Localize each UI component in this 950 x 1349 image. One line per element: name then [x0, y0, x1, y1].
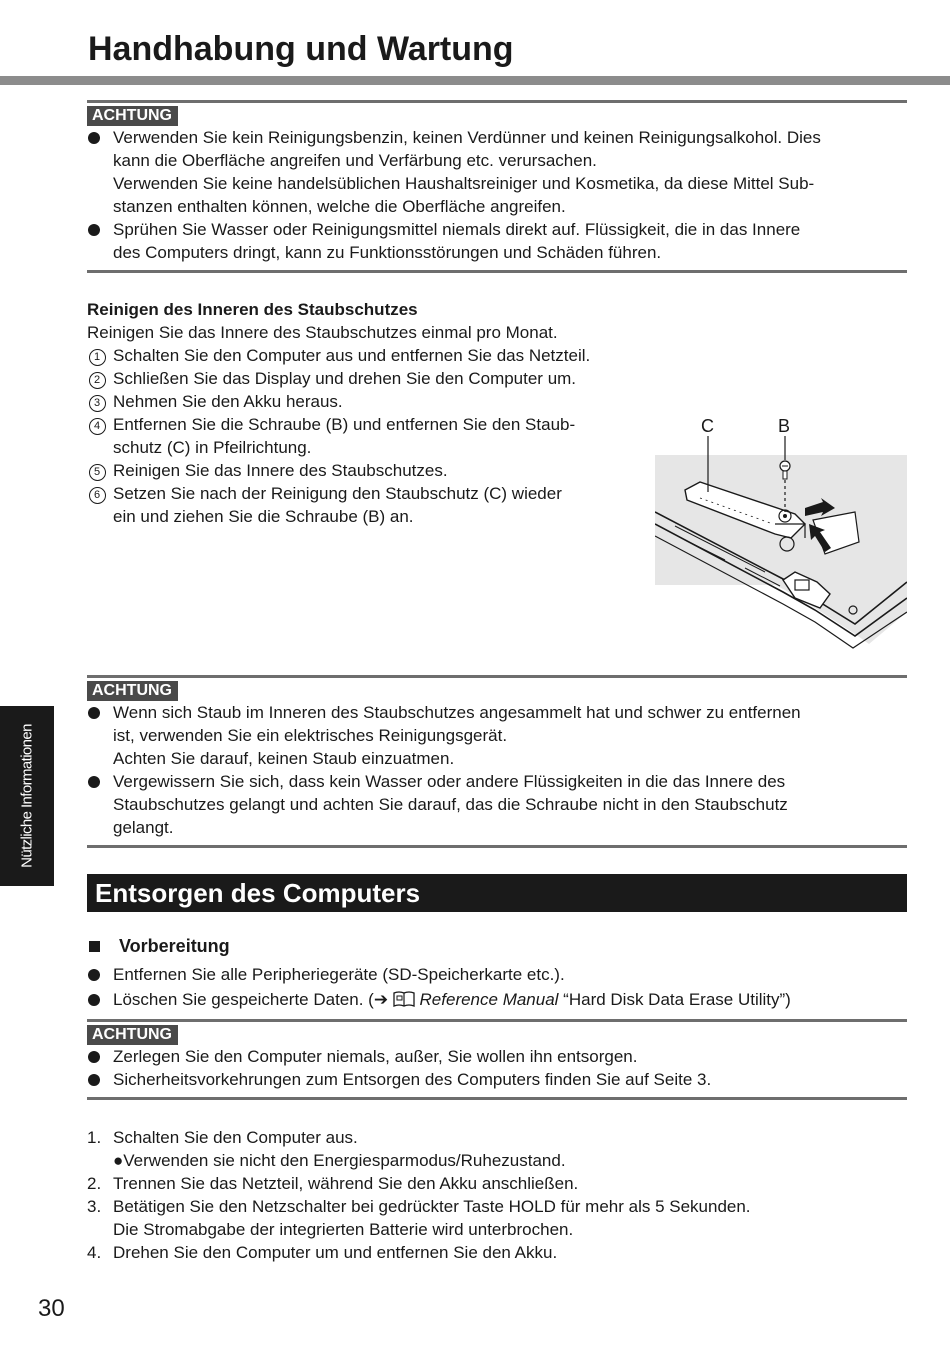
caution-box-2	[87, 675, 907, 848]
step-item	[87, 344, 647, 367]
label-b: B	[778, 416, 791, 436]
step-item	[87, 459, 647, 482]
step-text: Setzen Sie nach der Reinigung den Staubschutz (C) wieder	[113, 484, 562, 503]
step-text: Nehmen Sie den Akku heraus.	[113, 392, 343, 411]
caution-box-3	[87, 1019, 907, 1100]
text-line: gelangt.	[113, 818, 174, 837]
item-text: Trennen Sie das Netzteil, während Sie den Akku anschließen.	[113, 1174, 579, 1193]
step-text: Schließen Sie das Display und drehen Sie den Computer um.	[113, 369, 577, 388]
step-number: 1	[89, 349, 106, 366]
text-line: Zerlegen Sie den Computer niemals, außer, Sie wollen ihn entsorgen.	[113, 1047, 638, 1066]
reference-manual-link[interactable]: Reference Manual	[419, 990, 559, 1009]
step-text: Schalten Sie den Computer aus und entfernen Sie das Netzteil.	[113, 346, 591, 365]
bullet-item	[87, 988, 907, 1011]
text-line: Achten Sie darauf, keinen Staub einzuatmen.	[113, 749, 455, 768]
numbered-item	[87, 1126, 907, 1172]
bullet-dot-icon: ●	[113, 1151, 124, 1170]
step-item	[87, 367, 647, 390]
step-item	[87, 390, 647, 413]
bullet-item	[87, 770, 907, 839]
bullet-item	[87, 218, 907, 264]
side-tab-label: Nützliche Informationen	[18, 724, 36, 868]
bullet-item	[87, 1045, 907, 1068]
section-heading: Reinigen des Inneren des Staubschutzes	[87, 300, 418, 319]
step-number: 4	[89, 418, 106, 435]
label-c: C	[701, 416, 714, 436]
arrow-right-icon: ➔	[373, 990, 393, 1009]
dust-cover-section	[87, 298, 647, 528]
text-line: Staubschutzes gelangt und achten Sie darauf, das die Schraube nicht in den Staubschutz	[113, 795, 788, 814]
caution-box-1	[87, 100, 907, 273]
step-text: Entfernen Sie die Schraube (B) und entfernen Sie den Staub-	[113, 415, 576, 434]
item-number: 3.	[87, 1197, 102, 1216]
step-number: 5	[89, 464, 106, 481]
text-line: Sprühen Sie Wasser oder Reinigungsmittel niemals direkt auf. Flüssigkeit, die in das Innere	[113, 220, 801, 239]
page-number: 30	[38, 1295, 65, 1322]
bullet-item	[87, 701, 907, 770]
text-line: Entfernen Sie alle Peripheriegeräte (SD-Speicherkarte etc.).	[113, 965, 565, 984]
laptop-underside-drawing	[655, 412, 907, 657]
numbered-item	[87, 1195, 907, 1241]
manual-book-icon	[393, 990, 415, 1008]
step-number: 6	[89, 487, 106, 504]
step-number: 2	[89, 372, 106, 389]
text-fragment: Löschen Sie gespeicherte Daten. (	[113, 990, 374, 1009]
bullet-item	[87, 126, 907, 218]
text-line: Verwenden Sie keine handelsüblichen Haushaltsreiniger und Kosmetika, da diese Mittel Sub-	[113, 174, 815, 193]
title-rule	[0, 76, 950, 85]
item-text: Schalten Sie den Computer aus.	[113, 1128, 358, 1147]
step-text: Reinigen Sie das Innere des Staubschutzes.	[113, 461, 448, 480]
section-heading-bar: Entsorgen des Computers	[87, 874, 907, 912]
step-item	[87, 413, 647, 459]
page-title: Handhabung und Wartung	[88, 30, 514, 68]
text-line: Vergewissern Sie sich, dass kein Wasser oder andere Flüssigkeiten in die das Innere des	[113, 772, 786, 791]
text-line: kann die Oberfläche angreifen und Verfärbung etc. verursachen.	[113, 151, 597, 170]
text-fragment: “Hard Disk Data Erase Utility”)	[558, 990, 791, 1009]
dust-cover-illustration	[655, 412, 907, 657]
caution-label: ACHTUNG	[87, 681, 178, 701]
step-text: ein und ziehen Sie die Schraube (B) an.	[113, 507, 414, 526]
text-line: ist, verwenden Sie ein elektrisches Reinigungsgerät.	[113, 726, 508, 745]
numbered-item	[87, 1241, 907, 1264]
subheading: Vorbereitung	[87, 934, 907, 958]
item-subtext: Verwenden sie nicht den Energiesparmodus/Ruhezustand.	[123, 1151, 566, 1170]
item-text: Die Stromabgabe der integrierten Batterie wird unterbrochen.	[113, 1220, 574, 1239]
step-item	[87, 482, 647, 528]
preparation-block	[87, 934, 907, 1011]
caution-label: ACHTUNG	[87, 106, 178, 126]
step-text: schutz (C) in Pfeilrichtung.	[113, 438, 312, 457]
bullet-item	[87, 1068, 907, 1091]
item-number: 4.	[87, 1243, 102, 1262]
caution-label: ACHTUNG	[87, 1025, 178, 1045]
side-tab	[0, 706, 54, 886]
text-line: Sicherheitsvorkehrungen zum Entsorgen des Computers finden Sie auf Seite 3.	[113, 1070, 712, 1089]
item-number: 1.	[87, 1128, 102, 1147]
text-line: stanzen enthalten können, welche die Oberfläche angreifen.	[113, 197, 566, 216]
step-number: 3	[89, 395, 106, 412]
item-number: 2.	[87, 1174, 102, 1193]
item-text: Betätigen Sie den Netzschalter bei gedrückter Taste HOLD für mehr als 5 Sekunden.	[113, 1197, 751, 1216]
item-text: Drehen Sie den Computer um und entfernen Sie den Akku.	[113, 1243, 558, 1262]
numbered-procedure	[87, 1126, 907, 1264]
sub-bullet	[113, 1149, 907, 1172]
text-line: Wenn sich Staub im Inneren des Staubschutzes angesammelt hat und schwer zu entfernen	[113, 703, 801, 722]
section-intro: Reinigen Sie das Innere des Staubschutzes einmal pro Monat.	[87, 323, 558, 342]
text-line: des Computers dringt, kann zu Funktionsstörungen und Schäden führen.	[113, 243, 662, 262]
numbered-item	[87, 1172, 907, 1195]
bullet-item	[87, 963, 907, 986]
text-line: Verwenden Sie kein Reinigungsbenzin, keinen Verdünner und keinen Reinigungsalkohol. Dies	[113, 128, 821, 147]
text-line	[113, 988, 907, 1011]
